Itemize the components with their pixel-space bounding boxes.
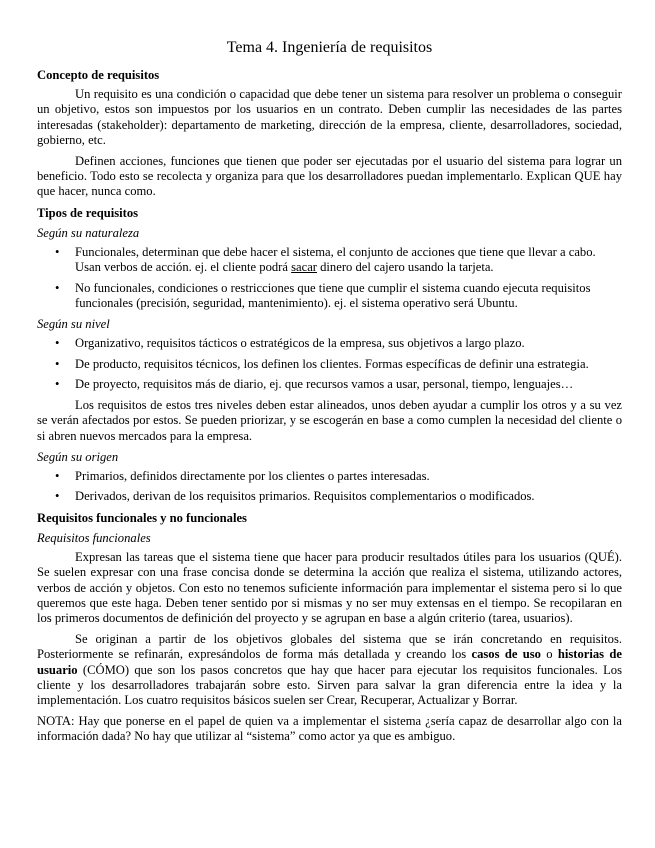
bullet-icon: • xyxy=(55,489,60,504)
paragraph-concepto-2: Definen acciones, funciones que tienen que poder ser ejecutadas por el usuario del sistema para lograr un beneficio. Todo esto se recolecta y organiza para que los desarrolladores puedan implementarlo. Explican QUE hay que hacer, nunca como. xyxy=(37,153,622,199)
list-origen xyxy=(37,469,622,505)
item-text-pre: Funcionales, determinan que debe hacer el sistema, el conjunto de acciones que tiene que llevar a cabo. Usan verbos de acción. ej. el cliente podrá xyxy=(75,244,596,275)
bullet-icon: • xyxy=(55,468,60,483)
list-naturaleza xyxy=(37,245,622,312)
bullet-icon: • xyxy=(55,280,60,295)
heading-funcionales: Requisitos funcionales y no funcionales xyxy=(37,510,247,525)
list-item xyxy=(37,377,622,392)
page-title: Tema 4. Ingeniería de requisitos xyxy=(226,39,433,56)
subheading-requisitos-funcionales: Requisitos funcionales xyxy=(37,530,151,545)
text-part: o xyxy=(540,647,558,662)
underlined-word: sacar xyxy=(291,260,317,275)
item-text: No funcionales, condiciones o restricciones que tiene que cumplir el sistema cuando ejecuta requisitos funcionales (precisión, seguridad, mantenimiento). ej. el sistema operativo será Ubuntu. xyxy=(75,280,591,311)
text-part: Se originan a partir de los objetivos globales del sistema que se irán concretando en requisitos. Posteriormente se refinarán, expresándolos de forma más detallada y creando los xyxy=(37,631,622,662)
subheading-origen: Según su origen xyxy=(37,449,119,464)
heading-tipos: Tipos de requisitos xyxy=(37,205,139,220)
paragraph-concepto-1: Un requisito es una condición o capacidad que debe tener un sistema para resolver un problema o conseguir un objetivo, estos son impuestos por los usuarios en un contrato. Deben cumplir las necesidades de las partes interesadas (stakeholder): departamento de marketing, dirección de la empresa, cliente, desarrolladores, sociedad, gobierno, etc. xyxy=(37,87,622,148)
item-text: De producto, requisitos técnicos, los definen los clientes. Formas específicas de definir una estrategia. xyxy=(75,356,589,371)
paragraph-funcionales-1: Expresan las tareas que el sistema tiene que hacer para producir resultados útiles para los usuarios (QUÉ). Se suelen expresar con una frase concisa donde se determina la acción que realiza el sistema, utilizando actores, verbos de acción y objetos. Con esto no tenemos suficiente información para implementar el sistema pero si lo que queremos que este haga. Deben tener sentido por si mismas y no ser muy extensas en el tiempo. Se recopilaran en los primeros documentos de definición del proyecto y se agrupan en base a algún criterio (tarea, usuarios). xyxy=(37,549,622,626)
item-text: De proyecto, requisitos más de diario, ej. que recursos vamos a usar, personal, tiempo, lenguajes… xyxy=(75,377,574,392)
bullet-icon: • xyxy=(55,356,60,371)
item-text: Derivados, derivan de los requisitos primarios. Requisitos complementarios o modificados. xyxy=(75,489,535,504)
bullet-icon: • xyxy=(55,244,60,259)
list-item xyxy=(37,245,622,276)
list-item xyxy=(37,357,622,372)
bold-term-historias-de-usuario: historias de usuario xyxy=(37,647,623,677)
list-item xyxy=(37,489,622,504)
paragraph-nota: NOTA: Hay que ponerse en el papel de quien va a implementar el sistema ¿sería capaz de desarrollar algo con la información dada? No hay que utilizar al “sistema” como actor ya que es ambiguo. xyxy=(37,713,622,744)
subheading-naturaleza: Según su naturaleza xyxy=(37,225,140,240)
document-page xyxy=(37,38,622,750)
text-part: (CÓMO) que son los pasos concretos que hay que hacer para ejecutar los requisitos funcionales. Los cliente y los desarrolladores trabajarán sobre esto. Sirven para salvar la gran diferencia entre la idea y la implementación. Los cuatro requisitos básicos suelen ser Crear, Recuperar, Actualizar y Borrar. xyxy=(37,662,622,708)
bold-term-casos-de-uso: casos de uso xyxy=(471,647,541,662)
item-text-post: dinero del cajero usando la tarjeta. xyxy=(316,260,494,275)
bullet-icon: • xyxy=(55,336,60,351)
bullet-icon: • xyxy=(55,377,60,392)
list-item xyxy=(37,281,622,312)
paragraph-funcionales-2 xyxy=(37,632,622,709)
list-item xyxy=(37,469,622,484)
item-text: Primarios, definidos directamente por los clientes o partes interesadas. xyxy=(75,468,430,483)
item-text: Organizativo, requisitos tácticos o estratégicos de la empresa, sus objetivos a largo plazo. xyxy=(75,336,525,351)
list-nivel xyxy=(37,336,622,392)
paragraph-nivel: Los requisitos de estos tres niveles deben estar alineados, unos deben ayudar a cumplir los otros y a su vez se verán afectados por estos. Se pueden priorizar, y se escogerán en base a como cumplen la necesidad del cliente o si abren nuevos mercados para la empresa. xyxy=(37,397,622,443)
list-item xyxy=(37,336,622,351)
subheading-nivel: Según su nivel xyxy=(37,317,110,332)
heading-concepto: Concepto de requisitos xyxy=(37,68,160,82)
